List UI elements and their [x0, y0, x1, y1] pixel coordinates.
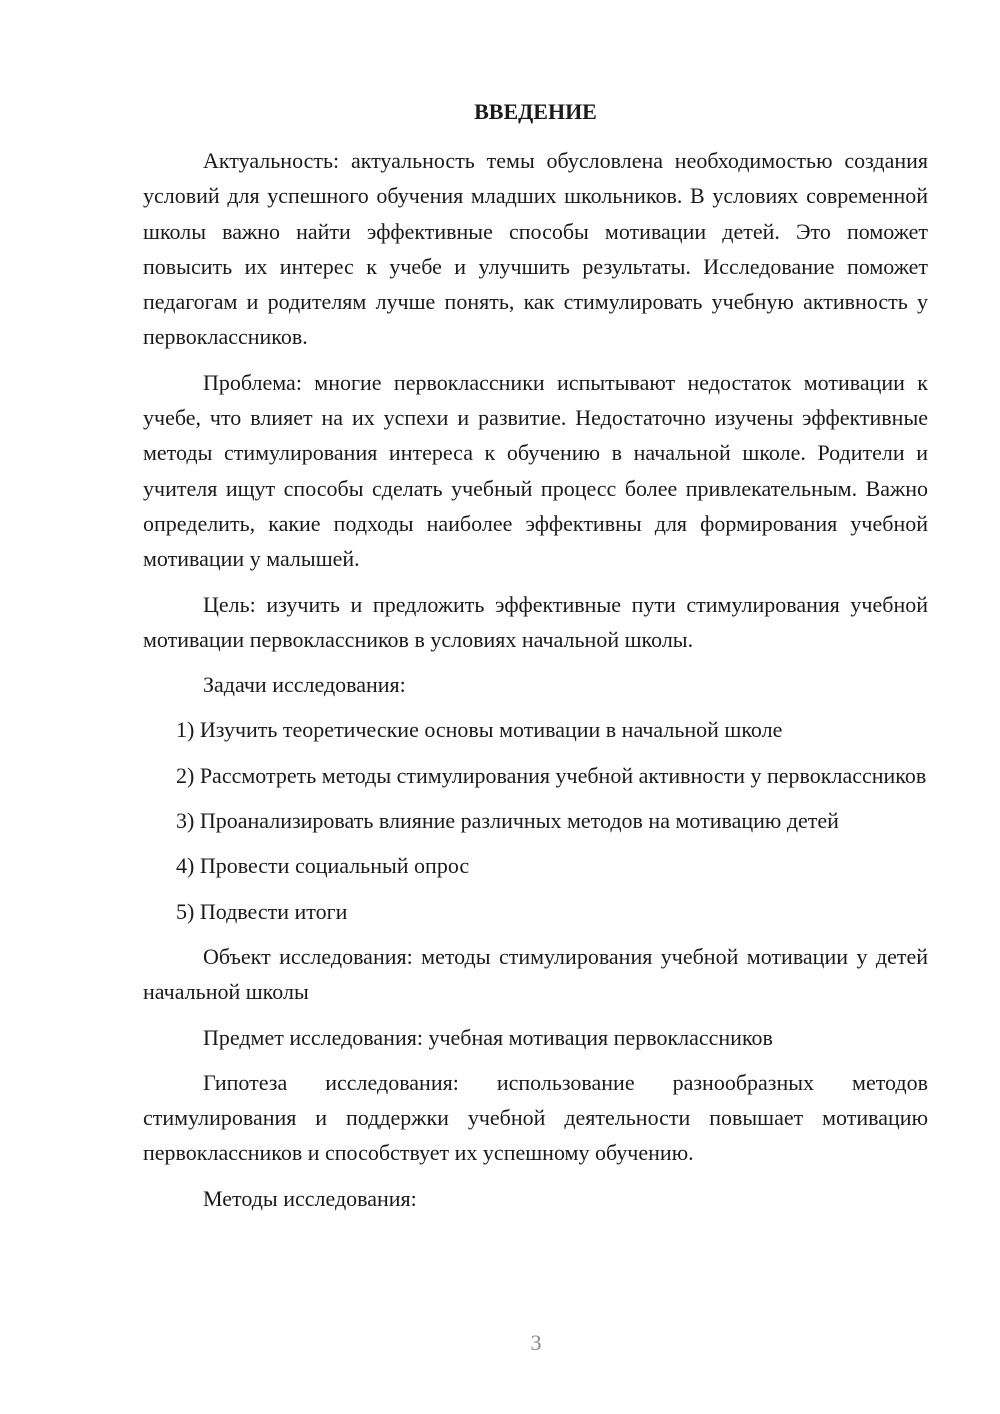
- task-item-2: 2) Рассмотреть методы стимулирования учебной активности у первоклассников: [176, 762, 927, 788]
- section-heading: ВВЕДЕНИЕ: [474, 99, 597, 124]
- task-item-3: 3) Проанализировать влияние различных методов на мотивацию детей: [176, 808, 839, 834]
- paragraph-relevance: Актуальность: актуальность темы обусловлена необходимостью создания условий для успешного обучения младших школьников. В условиях современной школы важно найти эффективные способы мотивации детей. Это поможет повысить их интерес к учебе и улучшить результаты. Исследование поможет педагогам и родителям лучше понять, как стимулировать учебную активность у первоклассников.: [143, 148, 928, 350]
- paragraph-object: Объект исследования: методы стимулирования учебной мотивации у детей начальной школы: [143, 943, 928, 1005]
- page-number: 3: [530, 1330, 542, 1355]
- paragraph-subject: Предмет исследования: учебная мотивация первоклассников: [203, 1024, 773, 1050]
- paragraph-goal: Цель: изучить и предложить эффективные пути стимулирования учебной мотивации первоклассников в условиях начальной школы.: [143, 591, 928, 652]
- paragraph-hypothesis: Гипотеза исследования: использование разнообразных методов стимулирования и поддержки учебной деятельности повышает мотивацию первоклассников и способствует их успешному обучению.: [143, 1069, 928, 1166]
- task-item-5: 5) Подвести итоги: [176, 898, 348, 924]
- task-item-1: 1) Изучить теоретические основы мотивации в начальной школе: [176, 717, 783, 743]
- paragraph-tasks-intro: Задачи исследования:: [203, 672, 406, 698]
- task-item-4: 4) Провести социальный опрос: [176, 853, 470, 879]
- paragraph-problem: Проблема: многие первоклассники испытывают недостаток мотивации к учебе, что влияет на их успехи и развитие. Недостаточно изучены эффективные методы стимулирования интереса к обучению в начальной школе. Родители и учителя ищут способы сделать учебный процесс более привлекательным. Важно определить, какие подходы наиболее эффективны для формирования учебной мотивации у малышей.: [143, 369, 928, 572]
- document-body: [143, 94, 928, 1226]
- paragraph-methods: Методы исследования:: [203, 1185, 417, 1211]
